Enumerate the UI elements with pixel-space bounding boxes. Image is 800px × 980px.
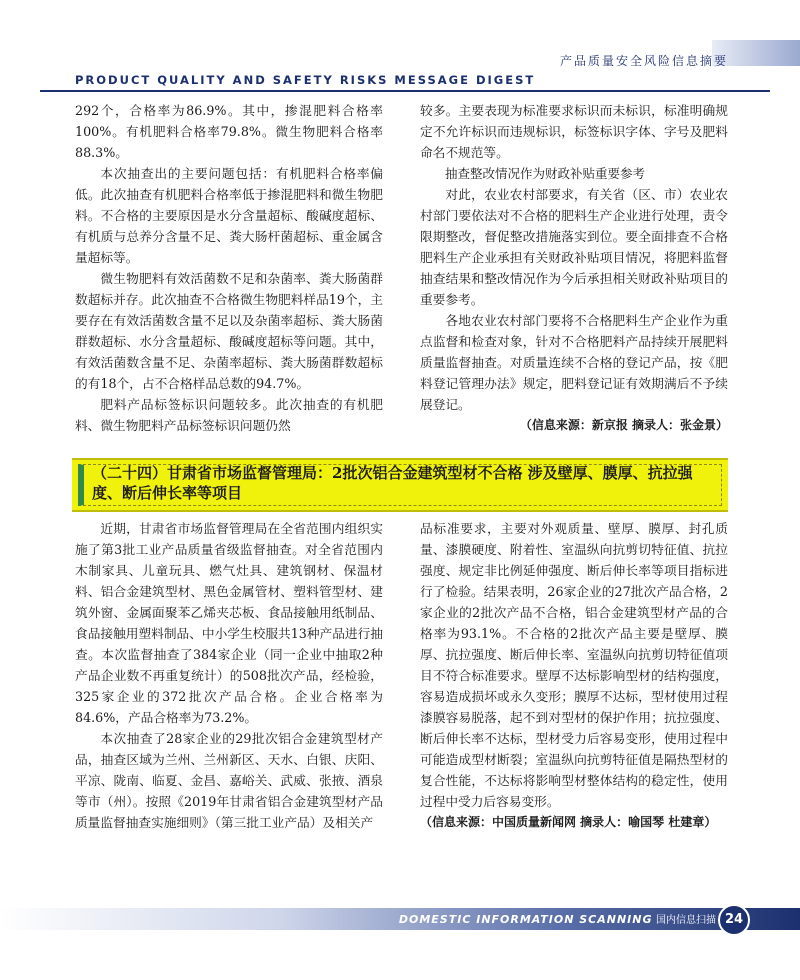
footer-label-en: DOMESTIC INFORMATION SCANNING: [398, 913, 653, 926]
article-top-column-1: [75, 100, 383, 436]
article-bottom-column-2: [420, 518, 728, 833]
section-banner: [72, 458, 728, 512]
header-rule: [40, 90, 770, 92]
page-number: 24: [718, 904, 750, 936]
paragraph: 292个，合格率为86.9%。其中，掺混肥料合格率100%。有机肥料合格率79.8%。微生物肥料合格率88.3%。: [75, 103, 383, 160]
paragraph: 本次抽查出的主要问题包括：有机肥料合格率偏低。此次抽查有机肥料合格率低于掺混肥料和微生物肥料。不合格的主要原因是水分含量超标、酸碱度超标、有机质与总养分含量不足、粪大肠杆菌超标、重金属含量超标等。: [75, 166, 383, 265]
paragraph: 本次抽查了28家企业的29批次铝合金建筑型材产品，抽查区域为兰州、兰州新区、天水、白银、庆阳、平凉、陇南、临夏、金昌、嘉峪关、武威、张掖、酒泉等市（州）。按照《2019年甘肃省铝合金建筑型材产品质量监督抽查实施细则》（第三批工业产品）及相关产: [75, 731, 383, 830]
source-note: （信息来源：新京报 摘录人：张金景）: [519, 418, 728, 432]
header-band: [0, 0, 800, 44]
paragraph: 微生物肥料有效活菌数不足和杂菌率、粪大肠菌群数超标并存。此次抽查不合格微生物肥料样品19个，主要存在有效活菌数含量不足以及杂菌率超标、粪大肠菌群数超标、水分含量超标、酸碱度超标等问题。其中，有效活菌数含量不足、杂菌率超标、粪大肠菌群数超标的有18个，占不合格样品总数的94.7%。: [75, 271, 383, 391]
footer-label-cn: 国内信息扫描: [656, 915, 716, 926]
paragraph: 对此，农业农村部要求，有关省（区、市）农业农村部门要依法对不合格的肥料生产企业进行处理，责令限期整改，督促整改措施落实到位。要全面排查不合格肥料生产企业承担有关财政补贴项目情况，将肥料监督抽查结果和整改情况作为今后承担相关财政补贴项目的重要参考。: [420, 187, 728, 307]
paragraph: 肥料产品标签标识问题较多。此次抽查的有机肥料、微生物肥料产品标签标识问题仍然: [75, 397, 383, 433]
paragraph: 品标准要求，主要对外观质量、壁厚、膜厚、封孔质量、漆膜硬度、附着性、室温纵向抗剪切特征值、抗拉强度、规定非比例延伸强度、断后伸长率等项目指标进行了检验。结果表明，26家企业的27批次产品合格，2家企业的2批次产品不合格，铝合金建筑型材产品的合格率为93.1%。不合格的2批次产品主要是壁厚、膜厚、抗拉强度、断后伸长率、室温纵向抗剪切特征值项目不符合标准要求。壁厚不达标影响型材的结构强度，容易造成损坏或永久变形；膜厚不达标，型材使用过程漆膜容易脱落，起不到对型材的保护作用；抗拉强度、断后伸长率不达标，型材受力后容易变形，使用过程中可能造成型材断裂；室温纵向抗剪特征值是隔热型材的复合性能，不达标将影响型材整体结构的稳定性，使用过程中受力后容易变形。: [420, 521, 728, 809]
paragraph: 各地农业农村部门要将不合格肥料生产企业作为重点监督和检查对象，针对不合格肥料产品持续开展肥料质量监督抽查。对质量连续不合格的登记产品，按《肥料登记管理办法》规定，肥料登记证有效期满后不予续展登记。: [420, 313, 728, 412]
paragraph: 较多。主要表现为标准要求标识而未标识，标准明确规定不允许标识而违规标识，标签标识字体、字号及肥料命名不规范等。: [420, 103, 728, 160]
header-title-en: PRODUCT QUALITY AND SAFETY RISKS MESSAGE DIGEST: [75, 73, 536, 87]
article-bottom-column-1: [75, 518, 383, 833]
subheading: 抽查整改情况作为财政补贴重要参考: [445, 166, 646, 181]
article-top-column-2: [420, 100, 728, 436]
paragraph: 近期，甘肃省市场监督管理局在全省范围内组织实施了第3批工业产品质量省级监督抽查。对全省范围内木制家具、儿童玩具、燃气灶具、建筑钢材、保温材料、铝合金建筑型材、黑色金属管材、塑料管型材、建筑外窗、金属面聚苯乙烯夹芯板、食品接触用纸制品、食品接触用塑料制品、中小学生校服共13种产品进行抽查。本次监督抽查了384家企业（同一企业中抽取2种产品企业数不再重复统计）的508批次产品，经检验，325家企业的372批次产品合格。企业合格率为84.6%，产品合格率为73.2%。: [75, 521, 383, 725]
banner-title: （二十四）甘肃省市场监督管理局：2批次铝合金建筑型材不合格 涉及壁厚、膜厚、抗拉强度、断后伸长率等项目: [92, 464, 693, 502]
footer-label: [399, 911, 716, 926]
source-note: （信息来源：中国质量新闻网 摘录人：喻国琴 杜建章）: [420, 815, 717, 829]
header-title-cn: 产品质量安全风险信息摘要: [559, 54, 728, 68]
